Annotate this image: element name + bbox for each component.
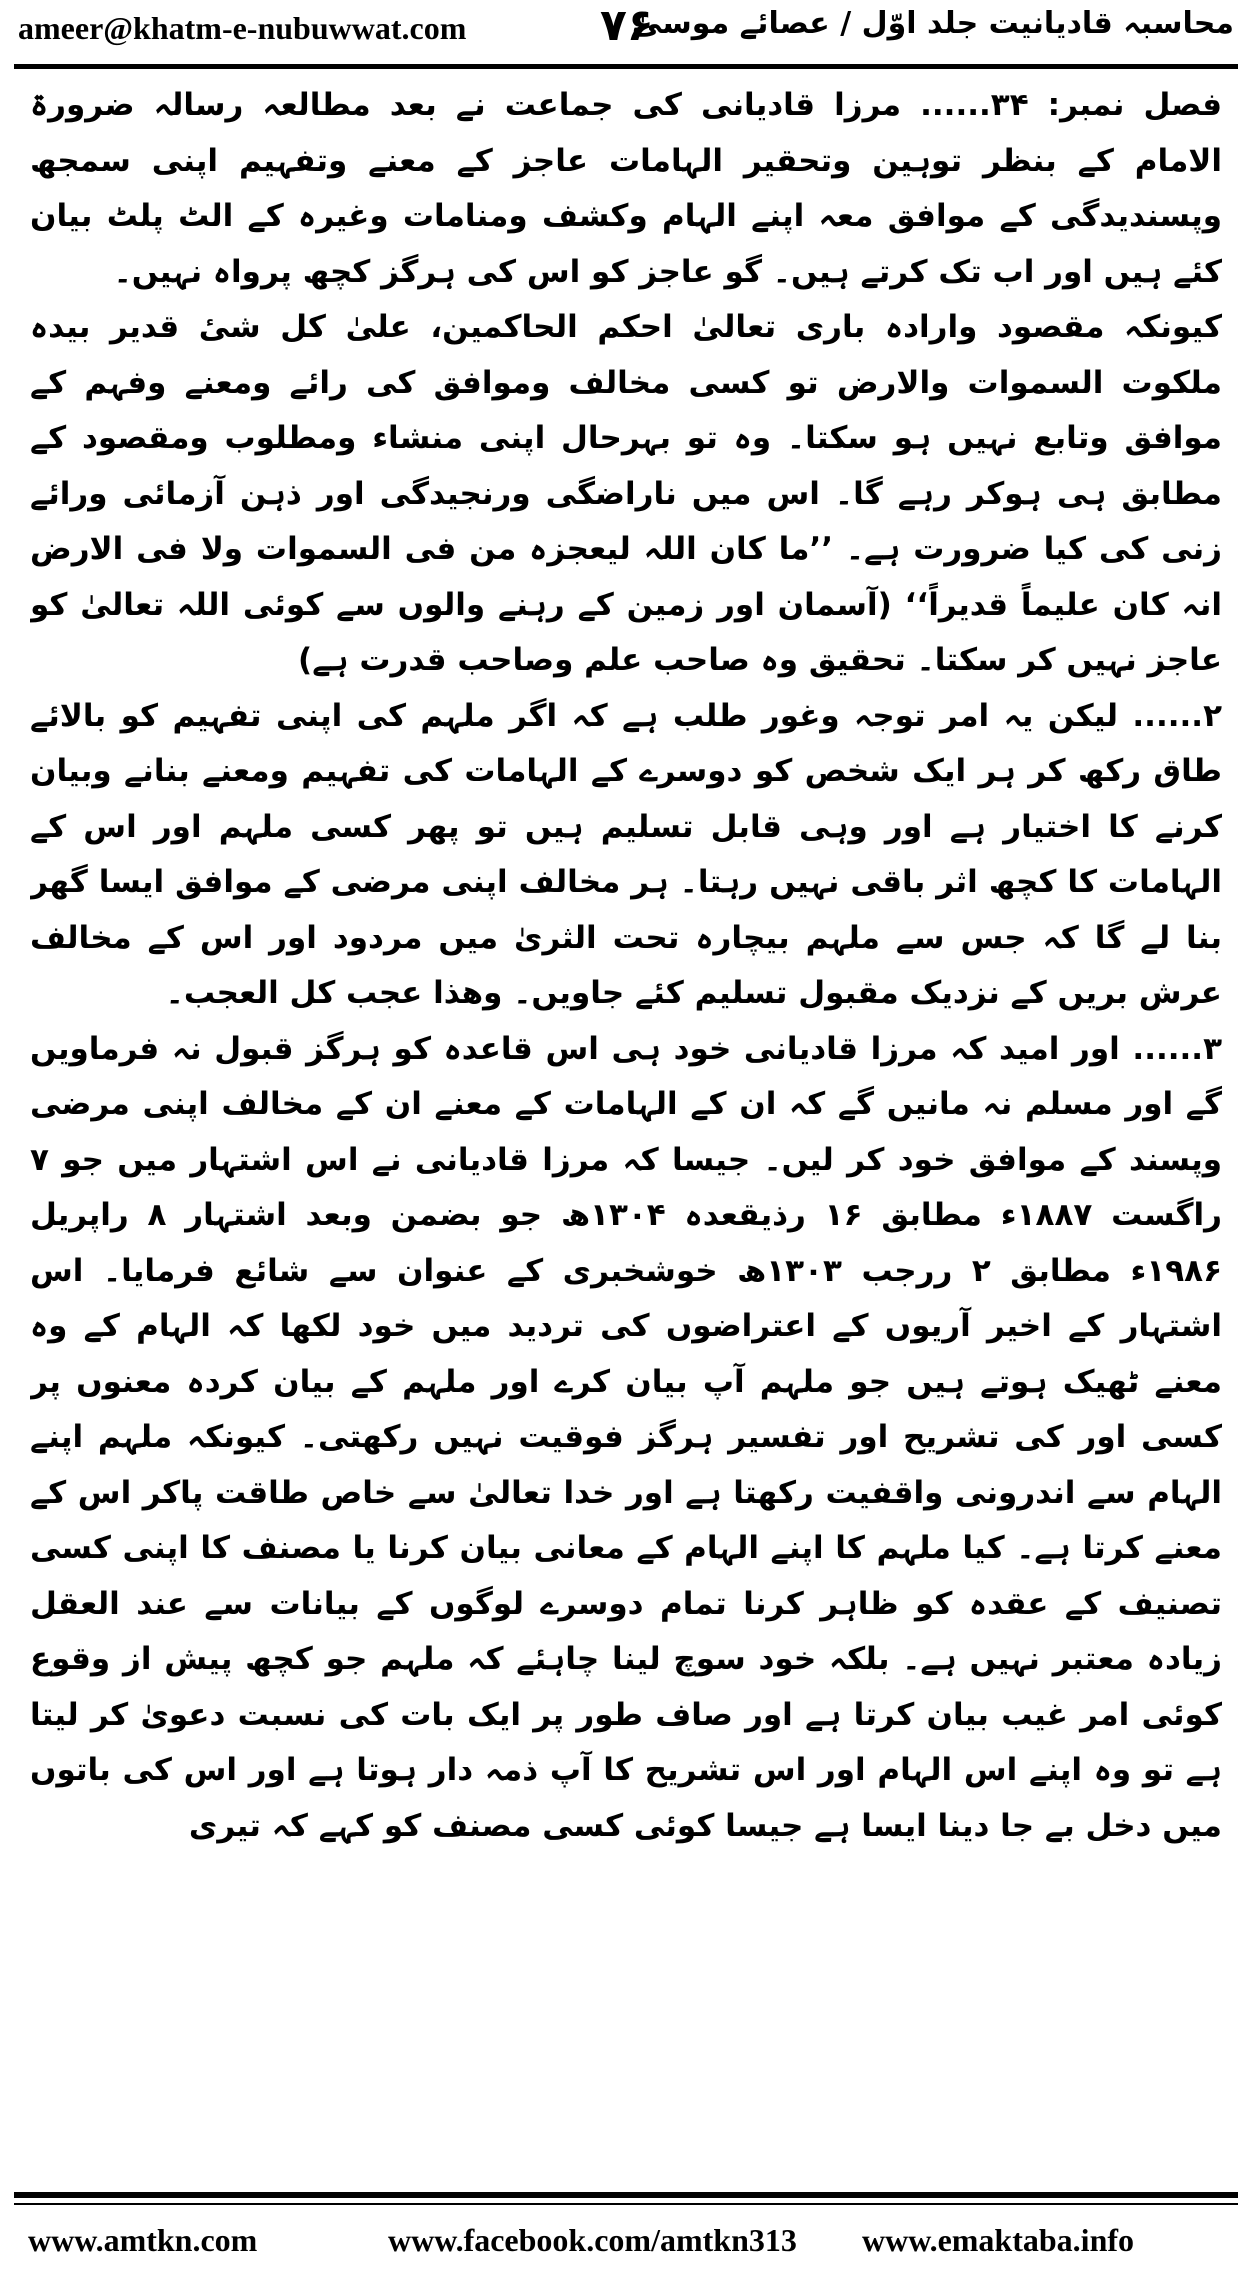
page-body [30,78,1222,2150]
header-rule [14,64,1238,69]
footer-rule-thin [14,2203,1238,2205]
paragraph-quran-quote: کیونکہ مقصود وارادہ باری تعالیٰ احکم الحاکمین، علیٰ کل شیٔ قدیر بیدہ ملکوت السموات والارض تو کسی مخالف وموافق کی رائے ومعنے وفہم کے موافق وتابع نہیں ہو سکتا۔ وہ تو بہرحال اپنی منشاء ومطلوب ومقصود کے مطابق ہی ہوکر رہے گا۔ اس میں ناراضگی ورنجیدگی اور ذہن آزمائی ورائے زنی کی کیا ضرورت ہے۔ ’’ما کان اللہ لیعجزہ من فی السموات ولا فی الارض انہ کان علیماً قدیراً‘‘ (آسمان اور زمین کے رہنے والوں سے کوئی اللہ تعالیٰ کو عاجز نہیں کر سکتا۔ تحقیق وہ صاحب علم وصاحب قدرت ہے) [30,309,1222,678]
page-number: ۷۶ [600,0,654,51]
paragraph-point-2: ۲...... لیکن یہ امر توجہ وغور طلب ہے کہ اگر ملہم کی اپنی تفہیم کو بالائے طاق رکھ کر ہر ایک شخص کو دوسرے کے الہامات کی تفہیم ومعنے بنانے وبیان کرنے کا اختیار ہے اور وہی قابل تسلیم ہیں تو پھر کسی ملہم اور اس کے الہامات کا کچھ اثر باقی نہیں رہتا۔ ہر مخالف اپنی مرضی کے موافق ایسا گھر بنا لے گا کہ جس سے ملہم بیچارہ تحت الثریٰ میں مردود اور اس کے مخالف عرش بریں کے نزدیک مقبول تسلیم کئے جاویں۔ وھذا عجب کل العجب۔ [30,697,1222,1011]
footer-link-emaktaba[interactable]: www.emaktaba.info [862,2222,1135,2258]
footer-rule-thick [14,2192,1238,2198]
paragraph-point-3: ۳...... اور امید کہ مرزا قادیانی خود ہی اس قاعدہ کو ہرگز قبول نہ فرماویں گے اور مسلم نہ مانیں گے کہ ان کے الہامات کے معنے ان کے مخالف اپنی مرضی وپسند کے موافق خود کر لیں۔ جیسا کہ مرزا قادیانی نے اس اشتہار میں جو ۷ راگست ۱۸۸۷ء مطابق ۱۶ رذیقعدہ ۱۳۰۴ھ جو بضمن وبعد اشتہار ۸ راپریل ۱۹۸۶ء مطابق ۲ ررجب ۱۳۰۳ھ خوشخبری کے عنوان سے شائع فرمایا۔ اس اشتہار کے اخیر آریوں کے اعتراضوں کی تردید میں خود لکھا کہ الہام کے وہ معنے ٹھیک ہوتے ہیں جو ملہم آپ بیان کرے اور ملہم کے بیان کردہ معنوں پر کسی اور کی تشریح اور تفسیر ہرگز فوقیت نہیں رکھتی۔ کیونکہ ملہم اپنے الہام سے اندرونی واقفیت رکھتا ہے اور خدا تعالیٰ سے خاص طاقت پاکر اس کے معنے کرتا ہے۔ کیا ملہم کا اپنے الہام کے معانی بیان کرنا یا مصنف کا اپنی کسی تصنیف کے عقدہ کو ظاہر کرنا تمام دوسرے لوگوں کے بیانات سے عند العقل زیادہ معتبر نہیں ہے۔ بلکہ خود سوچ لینا چاہئے کہ ملہم جو کچھ پیش از وقوع کوئی امر غیب بیان کرتا ہے اور صاف طور پر ایک بات کی نسبت دعویٰ کر لیتا ہے تو وہ اپنے اس الہام اور اس تشریح کا آپ ذمہ دار ہوتا ہے اور اس کی باتوں میں دخل بے جا دینا ایسا ہے جیسا کوئی کسی مصنف کو کہے کہ تیری [30,1030,1222,1844]
book-title: محاسبہ قادیانیت جلد اوّل / عصائے موسیٰ [631,6,1234,41]
header-email: ameer@khatm-e-nubuwwat.com [18,10,467,46]
page-header [0,0,1252,70]
footer-link-amtkn[interactable]: www.amtkn.com [28,2222,258,2258]
page-footer [0,2222,1252,2262]
footer-link-facebook[interactable]: www.facebook.com/amtkn313 [388,2222,797,2258]
paragraph-fasl-34: فصل نمبر: ۳۴...... مرزا قادیانی کی جماعت نے بعد مطالعہ رسالہ ضرورۃ الامام کے بنظر توہین وتحقیر الہامات عاجز کے معنے وتفہیم اپنی سمجھ وپسندیدگی کے موافق معہ اپنے الہام وکشف ومنامات وغیرہ کے الٹ پلٹ بیان کئے ہیں اور اب تک کرتے ہیں۔ گو عاجز کو اس کی ہرگز کچھ پرواہ نہیں۔ [30,87,1222,290]
